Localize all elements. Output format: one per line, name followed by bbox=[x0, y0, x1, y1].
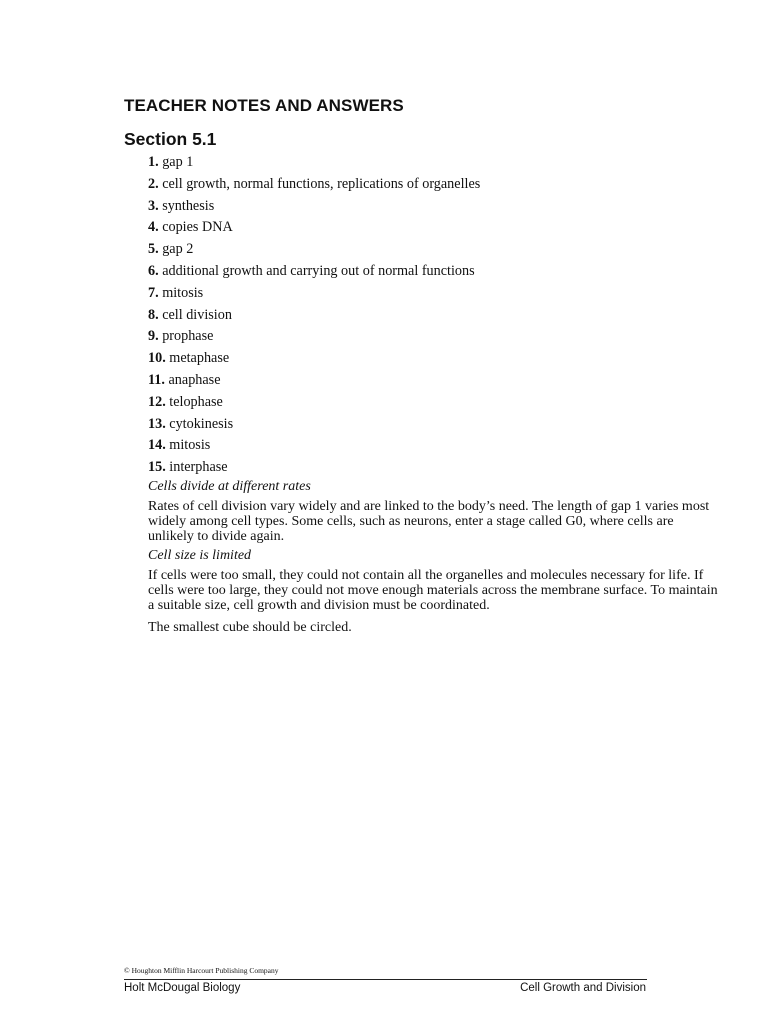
answer-item bbox=[148, 283, 480, 305]
answer-text: cytokinesis bbox=[169, 415, 234, 432]
topic-cell-division-rates bbox=[148, 478, 718, 544]
answer-item bbox=[148, 174, 480, 196]
closing-text: The smallest cube should be circled. bbox=[148, 620, 352, 635]
answer-text: mitosis bbox=[162, 284, 204, 301]
answer-item bbox=[148, 326, 480, 348]
answer-text: synthesis bbox=[162, 197, 215, 214]
answer-item bbox=[148, 239, 480, 261]
answer-number: 14. bbox=[148, 437, 166, 454]
answer-item bbox=[148, 217, 480, 239]
answer-text: mitosis bbox=[169, 437, 211, 454]
answer-text: interphase bbox=[169, 459, 228, 476]
footer-chapter-title: Cell Growth and Division bbox=[520, 982, 646, 994]
answer-text: cell growth, normal functions, replications of organelles bbox=[162, 175, 481, 192]
answer-number: 2. bbox=[148, 175, 159, 192]
footer-book-title: Holt McDougal Biology bbox=[124, 982, 241, 994]
answer-number: 8. bbox=[148, 306, 159, 323]
answer-item bbox=[148, 457, 480, 479]
topic-heading: Cells divide at different rates bbox=[148, 479, 311, 494]
answer-text: cell division bbox=[162, 306, 232, 323]
answer-number: 6. bbox=[148, 262, 159, 279]
answer-item bbox=[148, 348, 480, 370]
page-title: TEACHER NOTES AND ANSWERS bbox=[124, 96, 404, 115]
answer-item bbox=[148, 435, 480, 457]
topic-cell-size bbox=[148, 547, 718, 613]
topic-body: If cells were too small, they could not contain all the organelles and molecules necessary for life. If cells were too large, they could not move enough materials across the membrane surface. To maintain a suitable size, cell growth and division must be coordinated. bbox=[148, 568, 718, 613]
answer-item bbox=[148, 152, 480, 174]
copyright-notice: © Houghton Mifflin Harcourt Publishing Company bbox=[124, 966, 279, 975]
answer-number: 7. bbox=[148, 284, 159, 301]
answer-item bbox=[148, 261, 480, 283]
answer-list bbox=[148, 152, 480, 479]
answer-number: 10. bbox=[148, 350, 166, 367]
answer-item bbox=[148, 305, 480, 327]
answer-number: 4. bbox=[148, 219, 159, 236]
closing-note bbox=[148, 620, 718, 635]
answer-text: gap 1 bbox=[162, 154, 194, 170]
answer-item bbox=[148, 414, 480, 436]
answer-number: 9. bbox=[148, 328, 159, 345]
answer-item bbox=[148, 196, 480, 218]
answer-text: copies DNA bbox=[162, 219, 233, 236]
answer-number: 1. bbox=[148, 154, 159, 170]
answer-text: prophase bbox=[162, 328, 214, 345]
answer-number: 5. bbox=[148, 241, 159, 258]
answer-text: metaphase bbox=[169, 350, 230, 367]
answer-text: additional growth and carrying out of normal functions bbox=[162, 262, 475, 279]
answer-text: anaphase bbox=[168, 371, 221, 388]
topic-body: Rates of cell division vary widely and are linked to the body’s need. The length of gap 1 varies most widely among cell types. Some cells, such as neurons, enter a stage called G0, where cells are unlikely to divide again. bbox=[148, 499, 710, 544]
answer-number: 11. bbox=[148, 371, 165, 388]
answer-number: 3. bbox=[148, 197, 159, 214]
answer-text: telophase bbox=[169, 393, 223, 410]
answer-number: 12. bbox=[148, 393, 166, 410]
answer-item bbox=[148, 370, 480, 392]
section-title: Section 5.1 bbox=[124, 129, 217, 149]
topic-heading: Cell size is limited bbox=[148, 548, 252, 563]
answer-item bbox=[148, 392, 480, 414]
answer-number: 15. bbox=[148, 459, 166, 476]
answer-text: gap 2 bbox=[162, 241, 194, 258]
answer-number: 13. bbox=[148, 415, 166, 432]
footer-divider bbox=[124, 979, 647, 980]
